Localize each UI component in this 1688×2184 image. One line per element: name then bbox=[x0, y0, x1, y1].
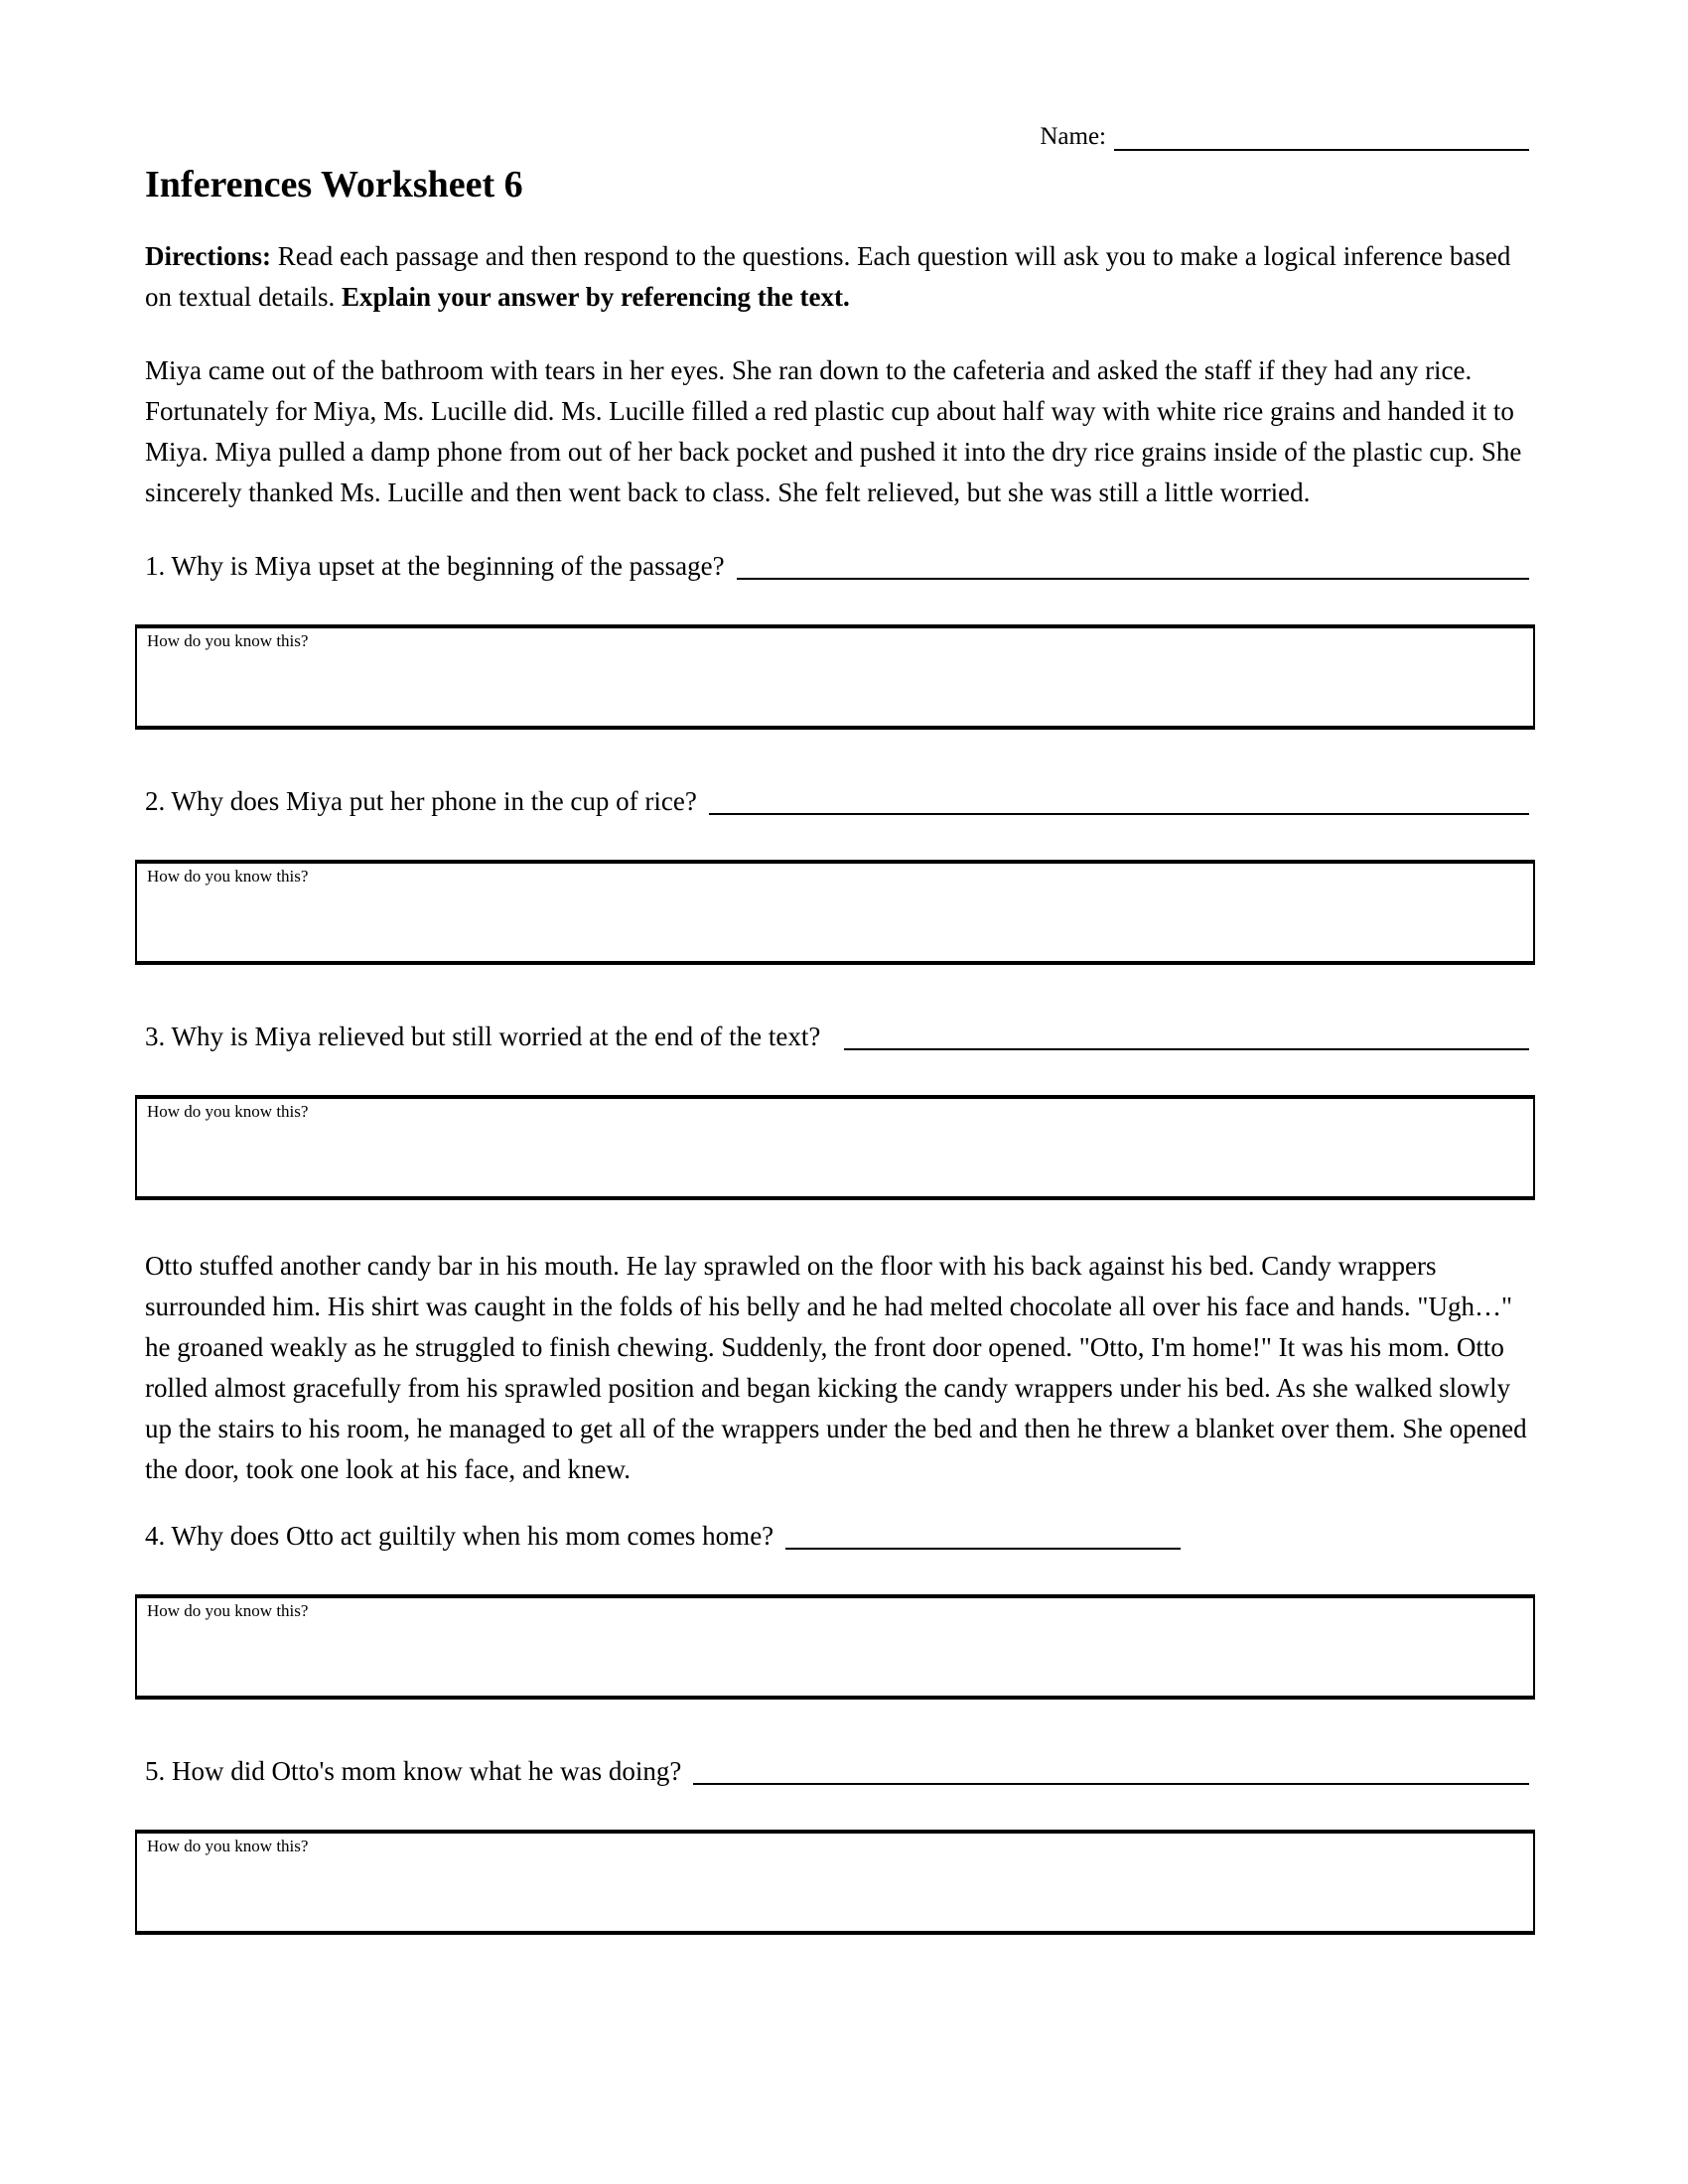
question-4 bbox=[145, 1516, 1529, 1557]
directions-body: Read each passage and then respond to the questions. Each question will ask you to make a logical inference based on textual details. bbox=[145, 241, 1511, 312]
answer-box-prompt: How do you know this? bbox=[147, 1102, 309, 1121]
question-2-answer-blank[interactable] bbox=[709, 783, 1529, 815]
question-3 bbox=[145, 1017, 1529, 1057]
question-3-answer-blank[interactable] bbox=[844, 1019, 1529, 1050]
answer-box-prompt: How do you know this? bbox=[147, 1601, 309, 1620]
question-3-label: 3. Why is Miya relieved but still worried at the end of the text? bbox=[145, 1022, 821, 1051]
question-2-answer-box[interactable] bbox=[135, 860, 1535, 965]
question-5-label: 5. How did Otto's mom know what he was doing? bbox=[145, 1756, 682, 1786]
question-4-answer-blank[interactable] bbox=[785, 1518, 1181, 1550]
name-blank[interactable] bbox=[1114, 123, 1529, 151]
question-5-answer-box[interactable] bbox=[135, 1830, 1535, 1935]
question-5-answer-blank[interactable] bbox=[693, 1753, 1529, 1785]
question-1-answer-blank[interactable] bbox=[737, 548, 1529, 580]
question-2-label: 2. Why does Miya put her phone in the cup of rice? bbox=[145, 786, 697, 816]
passage-1: Miya came out of the bathroom with tears in her eyes. She ran down to the cafeteria and asked the staff if they had any rice. Fortunately for Miya, Ms. Lucille did. Ms. Lucille filled a red plastic cup about half way with white rice grains and handed it to Miya. Miya pulled a damp phone from out of her back pocket and pushed it into the dry rice grains inside of the plastic cup. She sincerely thanked Ms. Lucille and then went back to class. She felt relieved, but she was still a little worried. bbox=[145, 355, 1522, 507]
directions-emphasis: Explain your answer by referencing the text. bbox=[341, 282, 850, 312]
page-title: Inferences Worksheet 6 bbox=[145, 164, 523, 205]
question-1-answer-box[interactable] bbox=[135, 624, 1535, 730]
question-4-answer-box[interactable] bbox=[135, 1594, 1535, 1700]
answer-box-prompt: How do you know this? bbox=[147, 1837, 309, 1855]
directions bbox=[145, 236, 1529, 318]
name-row bbox=[145, 117, 1529, 151]
directions-label: Directions: bbox=[145, 241, 271, 271]
question-4-label: 4. Why does Otto act guiltily when his mom comes home? bbox=[145, 1521, 774, 1551]
question-1 bbox=[145, 546, 1529, 587]
name-label: Name: bbox=[1040, 123, 1106, 150]
answer-box-prompt: How do you know this? bbox=[147, 631, 309, 650]
question-5 bbox=[145, 1751, 1529, 1792]
question-1-label: 1. Why is Miya upset at the beginning of the passage? bbox=[145, 551, 725, 581]
question-3-answer-box[interactable] bbox=[135, 1095, 1535, 1200]
passage-2: Otto stuffed another candy bar in his mouth. He lay sprawled on the floor with his back against his bed. Candy wrappers surrounded him. His shirt was caught in the folds of his belly and he had melted chocolate all over his face and hands. "Ugh…" he groaned weakly as he struggled to finish chewing. Suddenly, the front door opened. "Otto, I'm home!" It was his mom. Otto rolled almost gracefully from his sprawled position and began kicking the candy wrappers under his bed. As she walked slowly up the stairs to his room, he managed to get all of the wrappers under the bed and then he threw a blanket over them. She opened the door, took one look at his face, and knew. bbox=[145, 1251, 1527, 1484]
question-2 bbox=[145, 781, 1529, 822]
answer-box-prompt: How do you know this? bbox=[147, 867, 309, 886]
